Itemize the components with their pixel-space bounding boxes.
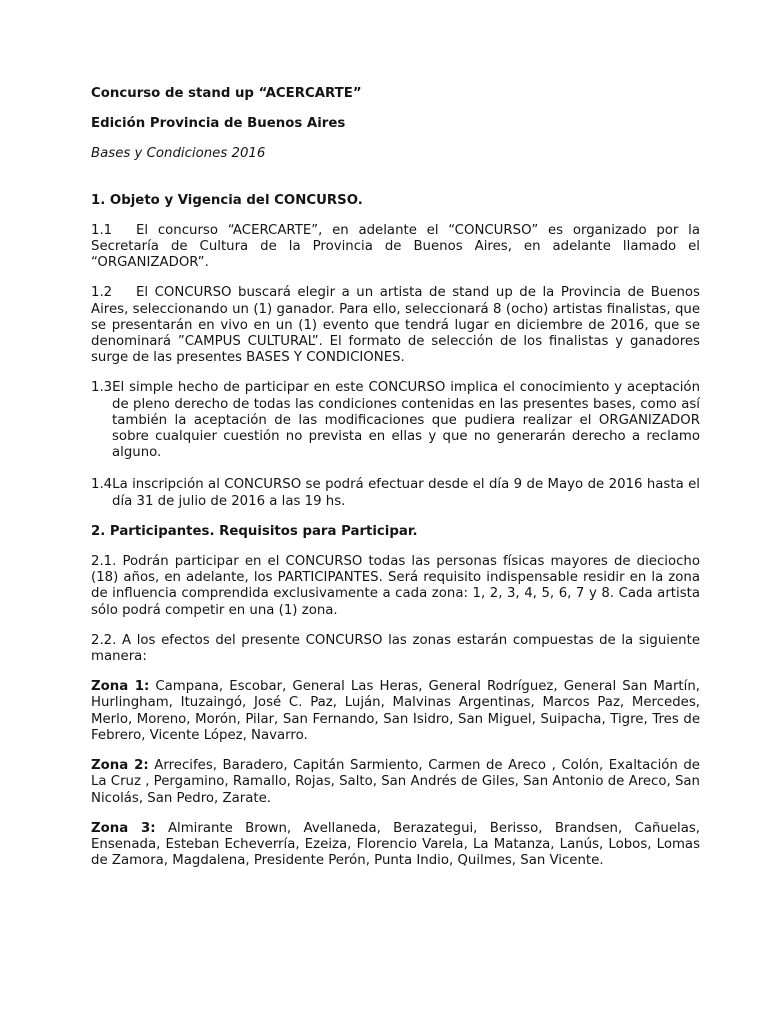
paragraph-number: 1.1 [91, 222, 113, 238]
edition-heading: Edición Provincia de Buenos Aires [91, 116, 346, 132]
zone-1-paragraph [91, 679, 700, 744]
zone-1-text: Campana, Escobar, General Las Heras, General Rodríguez, General San Martín, Hurlingham, Ituzaingó, José C. Paz, Luján, Malvinas Argentinas, Marcos Paz, Mercedes, Merlo, Moreno, Morón, Pilar, San Fernando, San Isidro, San Miguel, Suipacha, Tigre, Tres de Febrero, Vicente López, Navarro. [91, 679, 700, 743]
zone-3-text: Almirante Brown, Avellaneda, Berazategui, Berisso, Brandsen, Cañuelas, Ensenada, Esteban Echeverría, Ezeiza, Florencio Varela, La Matanza, Lanús, Lobos, Lomas de Zamora, Magdalena, Presidente Perón, Punta Indio, Quilmes, San Vicente. [91, 820, 701, 869]
paragraph-number: 1.2 [91, 285, 113, 301]
document-page [91, 86, 700, 883]
paragraph-number: 1.3 [91, 380, 113, 396]
paragraph-text: La inscripción al CONCURSO se podrá efectuar desde el día 9 de Mayo de 2016 hasta el día 31 de julio de 2016 a las 19 hs. [112, 477, 700, 509]
zone-3-label: Zona 3: [91, 820, 156, 836]
paragraph-text: El CONCURSO buscará elegir a un artista de stand up de la Provincia de Buenos Aires, seleccionando un (1) ganador. Para ello, seleccionará 8 (ocho) artistas finalistas, que se presentarán en vivo en un (1) evento que tendrá lugar en diciembre de 2016, que se denominará ”CAMPUS CULTURAL”. El formato de selección de los finalistas y ganadores surge de las presentes BASES Y CONDICIONES. [91, 285, 700, 366]
zone-1-label: Zona 1: [91, 679, 150, 695]
paragraph-text: El concurso “ACERCARTE”, en adelante el “CONCURSO” es organizado por la Secretaría de Cultura de la Provincia de Buenos Aires, en adelante llamado el “ORGANIZADOR”. [91, 222, 700, 271]
zone-2-label: Zona 2: [91, 758, 149, 774]
zone-3-paragraph [91, 821, 700, 870]
document-title: Concurso de stand up “ACERCARTE” [91, 86, 362, 101]
paragraph-1-4 [91, 477, 700, 509]
document-subtitle: Bases y Condiciones 2016 [91, 146, 266, 162]
paragraph-2-1: 2.1. Podrán participar en el CONCURSO todas las personas físicas mayores de dieciocho (18) años, en adelante, los PARTICIPANTES. Será requisito indispensable residir en la zona de influencia comprendida exclusivamente a cada zona: 1, 2, 3, 4, 5, 6, 7 y 8. Cada artista sólo podrá competir en una (1) zona. [91, 554, 700, 618]
paragraph-number: 1.4 [91, 477, 113, 493]
paragraph-1-2 [91, 285, 700, 366]
section-2-title: 2. Participantes. Requisitos para Participar. [91, 523, 418, 539]
zone-2-text: Arrecifes, Baradero, Capitán Sarmiento, Carmen de Areco , Colón, Exaltación de La Cruz , Pergamino, Ramallo, Rojas, Salto, San Andrés de Giles, San Antonio de Areco, San Nicolás, San Pedro, Zarate. [91, 758, 700, 806]
paragraph-text: El simple hecho de participar en este CONCURSO implica el conocimiento y aceptación de pleno derecho de todas las condiciones contenidas en las presentes bases, como así también la aceptación de las modificaciones que pudiera realizar el ORGANIZADOR sobre cualquier cuestión no prevista en ellas y que no generarán derecho a reclamo alguno. [112, 380, 700, 461]
paragraph-1-1 [91, 223, 700, 272]
paragraph-2-2: 2.2. A los efectos del presente CONCURSO las zonas estarán compuestas de la siguiente manera: [91, 632, 700, 665]
section-1-title: 1. Objeto y Vigencia del CONCURSO. [91, 192, 363, 208]
paragraph-1-3 [91, 380, 700, 461]
zone-2-paragraph [91, 758, 700, 807]
